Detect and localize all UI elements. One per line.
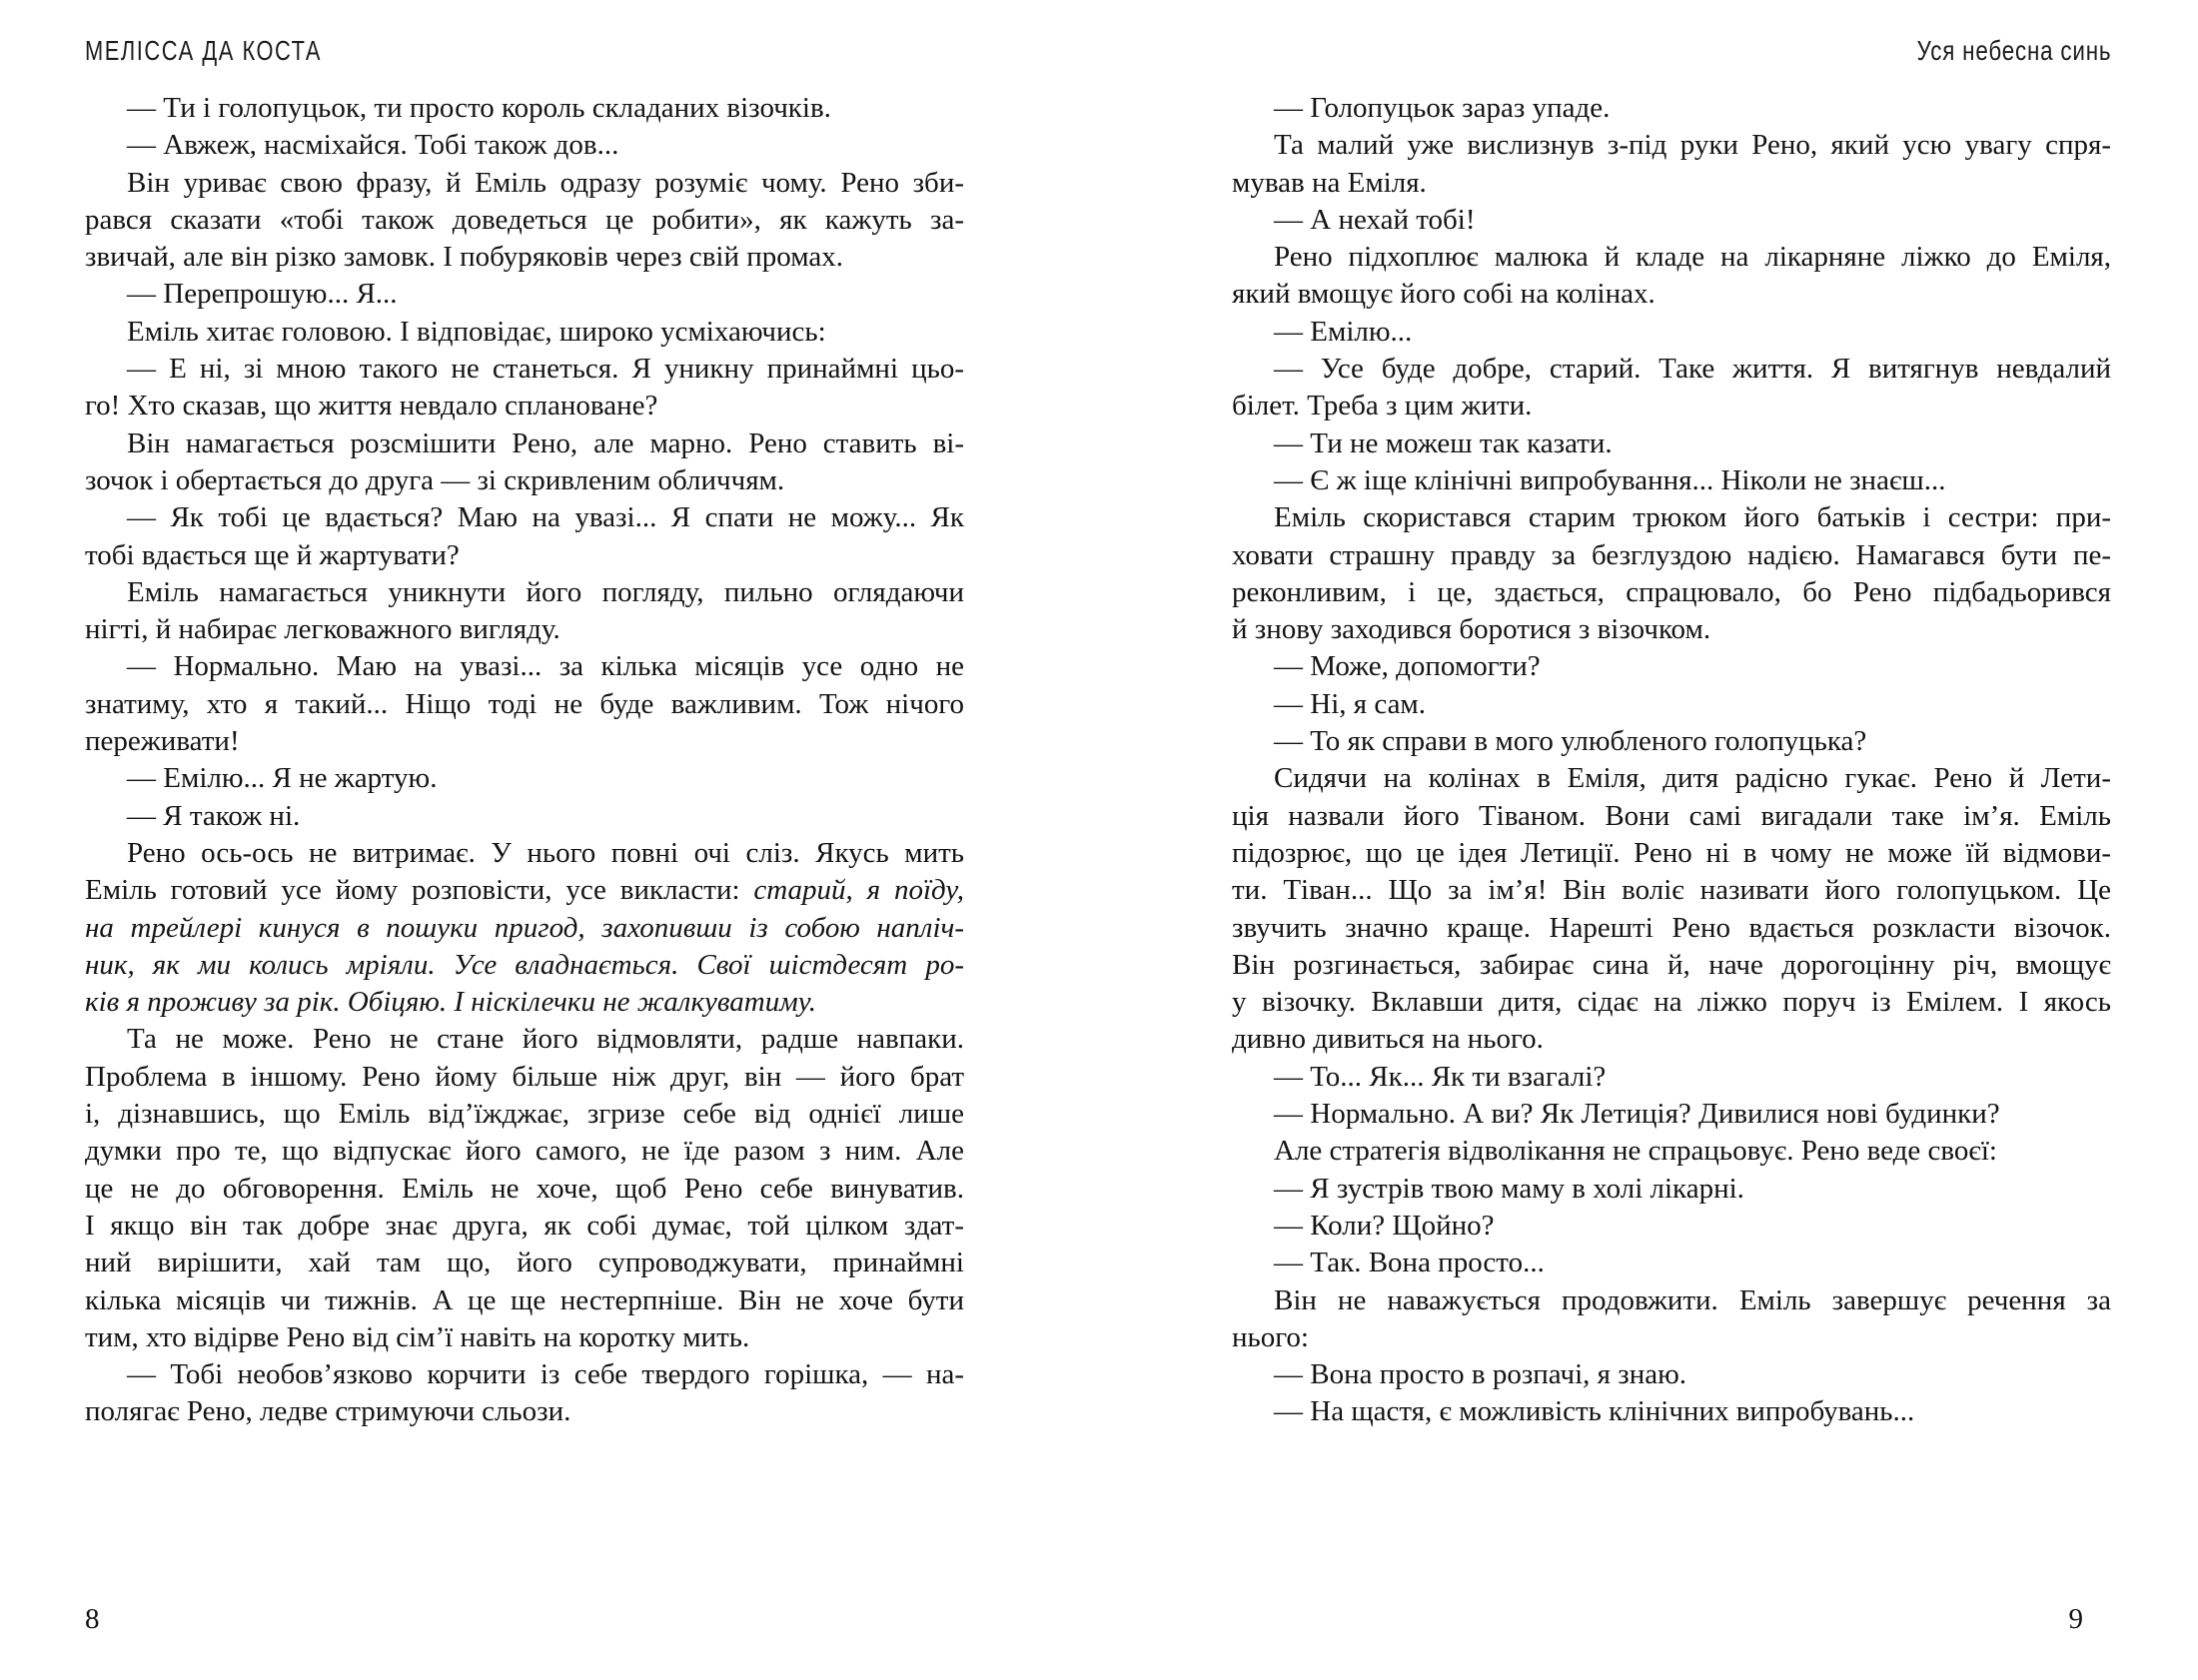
text-line — [1232, 388, 2111, 424]
text-run: — Е ні, зі мною такого не станеться. Я уникну принаймні цьо- — [127, 353, 964, 386]
text-run: ція назвали його Тіваном. Вони самі вигадали таке ім’я. Еміль — [1232, 799, 2111, 832]
text-line — [1232, 910, 2111, 947]
text-run: — Може, допомогти? — [1274, 650, 1541, 683]
text-run: тобі вдається ще й жартувати? — [85, 538, 460, 571]
text-run: Він намагається розсмішити Рено, але марно. Рено ставить ві- — [127, 426, 964, 459]
text-line — [85, 388, 964, 424]
text-run: — А нехай тобі! — [1274, 203, 1476, 236]
text-line — [85, 537, 964, 574]
text-line — [1232, 499, 2111, 536]
text-line — [85, 1208, 964, 1245]
text-line — [1232, 351, 2111, 388]
text-run: дивно дивиться на нього. — [1232, 1023, 1544, 1056]
italic-text-run: ник, як ми колись мріяли. Усе владнається. Свої шістдесят ро- — [85, 948, 964, 981]
text-run: — Нормально. А ви? Як Летиція? Дивилися нові будинки? — [1274, 1098, 2000, 1131]
text-run: го! Хто сказав, що життя невдало сплановане? — [85, 390, 658, 422]
text-line — [85, 1356, 964, 1393]
text-line — [1232, 202, 2111, 239]
text-line — [1232, 127, 2111, 164]
text-run: — Голопуцьок зараз упаде. — [1274, 92, 1611, 124]
text-run: й знову заходився боротися з візочком. — [1232, 613, 1711, 646]
text-run: Рено підхоплює малюка й кладе на лікарняне ліжко до Еміля, — [1274, 241, 2111, 274]
italic-text-run: на трейлері кинуся в пошуки пригод, захопивши із собою напліч- — [85, 911, 964, 944]
text-run: — На щастя, є можливість клінічних випробувань... — [1274, 1395, 1915, 1428]
text-run: у візочку. Вклавши дитя, сідає на ліжко поруч із Емілем. І якось — [1232, 986, 2111, 1019]
text-run: — Я зустрів твою маму в холі лікарні. — [1274, 1172, 1744, 1205]
text-run: — Тобі необов’язково корчити із себе твердого горішка, — на- — [127, 1358, 964, 1391]
text-line — [85, 314, 964, 351]
text-line — [1232, 574, 2111, 611]
text-line — [1232, 276, 2111, 313]
text-run: ний вирішити, хай там що, його супроводжувати, принаймні — [85, 1247, 964, 1279]
text-run: — Ні, я сам. — [1274, 687, 1427, 720]
text-run: ти. Тіван... Що за ім’я! Він воліє називати його голопуцьком. Це — [1232, 874, 2111, 907]
text-line — [1232, 165, 2111, 202]
text-line — [85, 239, 964, 276]
text-run: нігті, й набирає легковажного вигляду. — [85, 613, 560, 646]
text-line — [85, 1133, 964, 1170]
page-number: 8 — [85, 1603, 100, 1635]
text-line — [85, 574, 964, 611]
text-run: — Так. Вона просто... — [1274, 1247, 1545, 1279]
text-run: — Ти не можеш так казати. — [1274, 426, 1613, 459]
italic-text-run: старий, я поїду, — [753, 874, 964, 907]
text-run: білет. Треба з цим жити. — [1232, 390, 1533, 422]
text-run: і, дізнавшись, що Еміль від’їжджає, згризе себе від однієї лише — [85, 1098, 964, 1131]
text-line — [85, 760, 964, 797]
text-run: полягає Рено, ледве стримуючи сльози. — [85, 1395, 571, 1428]
text-line — [85, 202, 964, 239]
text-run: — То... Як... Як ти взагалі? — [1274, 1060, 1607, 1093]
text-run: Він розгинається, забирає сина й, наче дорогоцінну річ, вмощує — [1232, 948, 2111, 981]
book-page-right — [1232, 0, 2111, 1680]
text-line — [1232, 760, 2111, 797]
text-line — [85, 1319, 964, 1356]
text-line — [85, 351, 964, 388]
text-line — [85, 910, 964, 947]
text-line — [85, 947, 964, 984]
italic-text-run: ків я проживу за рік. Обіцяю. І ніскілечки не жалкуватиму. — [85, 986, 817, 1019]
page-body — [1232, 90, 2111, 1431]
text-run: — Я також ні. — [127, 799, 301, 832]
text-line — [85, 723, 964, 760]
text-line — [1232, 611, 2111, 648]
text-run: Проблема в іншому. Рено йому більше ніж друг, він — його брат — [85, 1060, 964, 1093]
text-line — [1232, 723, 2111, 760]
text-run: Він не наважується продовжити. Еміль завершує речення за — [1274, 1283, 2111, 1316]
running-head-title: Уся небесна синь — [1916, 35, 2111, 66]
text-line — [1232, 1356, 2111, 1393]
text-line — [85, 165, 964, 202]
text-run: реконливим, і це, здається, спрацювало, бо Рено підбадьорився — [1232, 575, 2111, 608]
text-line — [85, 276, 964, 313]
text-line — [85, 798, 964, 835]
text-line — [85, 499, 964, 536]
text-line — [1232, 1059, 2111, 1096]
text-run: — Усе буде добре, старий. Таке життя. Я витягнув невдалий — [1274, 353, 2111, 386]
text-run: Еміль готовий усе йому розповісти, усе викласти: — [85, 874, 754, 907]
text-run: переживати! — [85, 725, 240, 758]
text-line — [1232, 1208, 2111, 1245]
running-head-author: МЕЛІССА ДА КОСТА — [85, 35, 322, 66]
text-line — [85, 611, 964, 648]
text-run: це не до обговорення. Еміль не хоче, щоб Рено себе винуватив. — [85, 1172, 964, 1205]
text-run: Та малий уже вислизнув з-під руки Рено, який усю увагу спря- — [1274, 129, 2111, 162]
text-line — [1232, 1133, 2111, 1170]
page-number: 9 — [2068, 1603, 2083, 1635]
text-line — [85, 984, 964, 1021]
text-line — [85, 127, 964, 164]
text-run: думки про те, що відпускає його самого, не їде разом з ним. Але — [85, 1135, 964, 1168]
text-run: — То як справи в мого улюбленого голопуцька? — [1274, 725, 1867, 758]
text-line — [85, 90, 964, 127]
text-run: — Нормально. Маю на увазі... за кілька місяців усе одно не — [127, 650, 964, 683]
text-line — [85, 1171, 964, 1208]
text-line — [1232, 1393, 2111, 1430]
text-line — [1232, 1282, 2111, 1319]
text-run: тим, хто відірве Рено від сім’ї навіть на коротку мить. — [85, 1320, 750, 1353]
text-line — [85, 1393, 964, 1430]
text-line — [85, 686, 964, 723]
text-run: Та не може. Рено не стане його відмовляти, радше навпаки. — [127, 1023, 964, 1056]
text-run: Еміль скористався старим трюком його батьків і сестри: при- — [1274, 501, 2111, 534]
text-run: нього: — [1232, 1320, 1309, 1353]
text-run: звичай, але він різко замовк. І побуряковів через свій промах. — [85, 241, 843, 274]
text-run: — Емілю... Я не жартую. — [127, 762, 438, 795]
text-line — [1232, 1096, 2111, 1133]
text-run: знатиму, хто я такий... Ніщо тоді не буде важливим. Тож нічого — [85, 687, 964, 720]
text-line — [1232, 239, 2111, 276]
text-line — [1232, 537, 2111, 574]
text-line — [1232, 1319, 2111, 1356]
text-run: — Вона просто в розпачі, я знаю. — [1274, 1358, 1687, 1391]
text-line — [85, 1021, 964, 1058]
text-line — [85, 835, 964, 872]
text-run: ховати страшну правду за безглуздою надією. Намагався бути пе- — [1232, 538, 2111, 571]
text-line — [1232, 947, 2111, 984]
text-line — [85, 648, 964, 685]
text-run: Еміль хитає головою. І відповідає, широко усміхаючись: — [127, 315, 826, 348]
text-line — [1232, 798, 2111, 835]
text-run: мував на Еміля. — [1232, 166, 1427, 199]
text-run: Еміль намагається уникнути його погляду, пильно оглядаючи — [127, 575, 964, 608]
text-line — [85, 1059, 964, 1096]
text-run: звучить значно краще. Нарешті Рено вдається розкласти візочок. — [1232, 911, 2111, 944]
text-line — [1232, 648, 2111, 685]
text-run: Але стратегія відволікання не спрацьовує. Рено веде своєї: — [1274, 1135, 1997, 1168]
text-line — [1232, 314, 2111, 351]
text-run: — Перепрошую... Я... — [127, 278, 398, 311]
text-line — [1232, 462, 2111, 499]
text-run: Сидячи на колінах в Еміля, дитя радісно гукає. Рено й Лети- — [1274, 762, 2111, 795]
page-body — [85, 90, 964, 1431]
text-line — [1232, 1245, 2111, 1281]
book-page-left — [85, 0, 964, 1680]
text-run: кілька місяців чи тижнів. А це ще нестерпніше. Він не хоче бути — [85, 1283, 964, 1316]
text-line — [1232, 90, 2111, 127]
text-run: рався сказати «тобі також доведеться це робити», як кажуть за- — [85, 203, 964, 236]
text-line — [1232, 984, 2111, 1021]
text-line — [1232, 872, 2111, 909]
text-run: — Емілю... — [1274, 315, 1413, 348]
text-run: — Коли? Щойно? — [1274, 1209, 1495, 1242]
text-line — [1232, 835, 2111, 872]
text-run: Рено ось-ось не витримає. У нього повні очі сліз. Якусь мить — [127, 836, 964, 869]
text-line — [1232, 686, 2111, 723]
text-run: підозрює, що це ідея Летиції. Рено ні в чому не може їй відмови- — [1232, 836, 2111, 869]
text-line — [1232, 1171, 2111, 1208]
text-run: — Як тобі це вдається? Маю на увазі... Я спати не можу... Як — [127, 501, 964, 534]
text-line — [85, 1245, 964, 1281]
text-run: зочок і обертається до друга — зі скривленим обличчям. — [85, 463, 785, 496]
text-run: який вмощує його собі на колінах. — [1232, 278, 1655, 311]
text-run: — Ти і голопуцьок, ти просто король складаних візочків. — [127, 92, 831, 124]
text-line — [1232, 425, 2111, 462]
text-line — [85, 425, 964, 462]
text-run: — Авжеж, насміхайся. Тобі також дов... — [127, 129, 619, 162]
text-line — [1232, 1021, 2111, 1058]
text-run: — Є ж іще клінічні випробування... Ніколи не знаєш... — [1274, 463, 1946, 496]
text-line — [85, 462, 964, 499]
text-run: І якщо він так добре знає друга, як собі думає, той цілком здат- — [85, 1209, 964, 1242]
text-run: Він уриває свою фразу, й Еміль одразу розуміє чому. Рено зби- — [127, 166, 964, 199]
text-line — [85, 1096, 964, 1133]
text-line — [85, 872, 964, 909]
text-line — [85, 1282, 964, 1319]
